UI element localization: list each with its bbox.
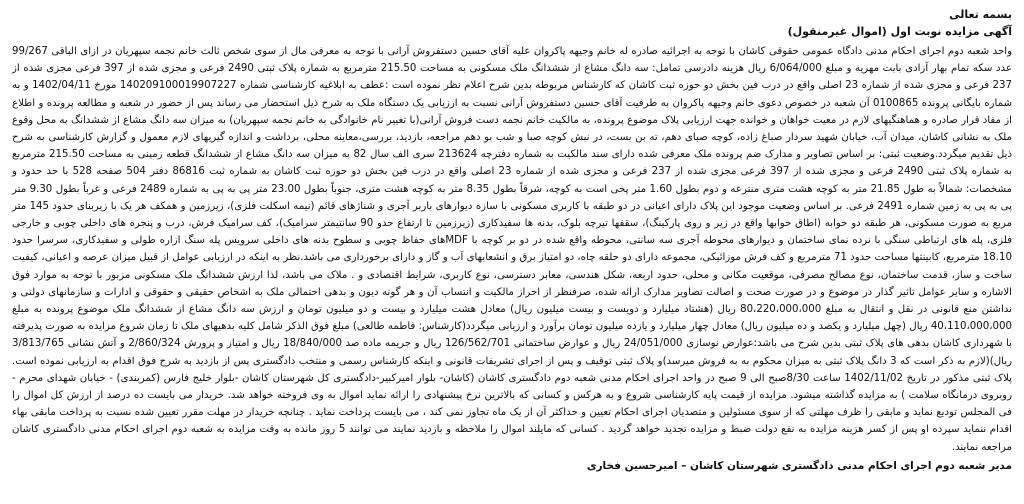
notice-signature: مدیر شعبه دوم اجرای احکام مدنی دادگستری شهرستان کاشان – امیرحسین فخاری bbox=[586, 459, 1012, 472]
basmala-heading: بسمه تعالی bbox=[949, 8, 1012, 21]
notice-body-paragraph: واحد شعبه دوم اجرای احکام مدنی دادگاه عمومی حقوقی کاشان با توجه به اجرائیه صادره له خانم وجیهه پاکروان علیه آقای حسین دستفروش آرانی با توجه به معرفی مال از سوی شخص ثالث خانم نجمه سپهریان در ازای الباقی 99/267 عدد سکه تمام بهار آزادی بابت مهریه و مبلغ 6/064/000 ریال هزینه دادرسی تمامل: سه دانگ مشاع از ششدانگ ملک مسکونی به مساحت 215.50 مترمربع به شماره پلاک ثبتی 2490 فرعی و مجزی شده از 397 فرعی مجزی شده از 237 فرعی و مجزی شده از شماره 23 اصلی واقع در درب فین بخش دو حوزه ثبت کاشان که کارشناس مربوطه بدین شرح اعلام نظر نموده است :عطف به ابلاغیه کارشناسی شماره 140209100019907227 مورخ 1402/04/11 و به شماره بایگانی پرونده 0100865 آن شعبه در خصوص دعوی خانم وجیهه پاکروان به طرفیت آقای حسین دستفروش آرانی نسبت به ارزیابی یک دستگاه ملک به شرح ذیل استحضار می رساند پس از حضور در شعبه و مطالعه پرونده و اطلاع از مفاد قرار صادره و هماهنگیهای لازم در معیت خواهان و خوانده جهت ارزیابی پلاک موضوع پرونده، به مالکیت خانم نجمه دست فروش آرانی(با تغییر نام خانوادگی به خانم نجمه سپهریان) به میزان سه دانگ مشاع از ششدانگ به محل وقوع ملک به نشانی کاشان، میدان آب، خیابان شهید سردار صباغ زاده، کوچه صبای دهم، ته بن بست، در نبش کوچه صبا و شب بو دهم مراجعه، بازدید، بررسی،معاینه محلی، برداشت و اندازه گیریهای لازم معمول و گزارش کارشناسی به شرح ذیل تقدیم میگردد.وضعیت ثبتی: بر اساس تصاویر و مدارک ضم پرونده ملک معرفی شده دارای سند مالکیت به شماره دفترچه 213624 سری الف سال 82 به میزان سه دانگ مشاع از ششدانگ قطعه زمینی به مساحت 215.50 مترمربع به شماره پلاک ثبتی 2490 فرعی و مجزی شده از 397 فرعی مجزی شده از 237 فرعی و مجزی شده از شماره 23 اصلی واقع در درب فین بخش دو حوزه ثبت کاشان به شماره ثبت 86816 دفتر 504 صفحه 528 با حد حدود و مشخصات: شمالاً به طول 21.85 متر به کوچه هشت متری منترعه و دوم بطول 1.60 متر پخی است به کوچه، شرقاً بطول 8.35 متر به کوچه هشت متری، جنوباً بطول 23.00 متر پی به پی به شماره 2489 فرعی و غرباً بطول 9.30 متر پی به پی به زمین شماره 2491 فرعی. بر اساس وضعیت موجود این پلاک دارای اعیانی در دو طبقه با کاربری مسکونی با سازه دیوارهای باربر آجری و شناژهای قائم (نیمه اسکلت فلزی)، زیرزمین و همکف هر یک با زیربنای حدود 145 متر مربع به صورت مسکونی، هر طبقه دو خوابه (اطاق خوابها واقع در زیر و روی پارکینگ)، سقفها تیرچه بلوک، بدنه ها سفیدکاری (زیرزمین تا ارتفاع حدو 90 سانتیمتر سرامیک)، کف سرامیک فرش، درب و پنجره های داخلی چوبی و خارجی فلزی، پله های ارتباطی سنگی با نرده نمای ساختمان و دیوارهای محوطه آجری سه سانتی، محوطه واقع شده در دو بر کوچه با MDFهای حفاظ چوبی و سطوح بدنه های داخلی سرویس پله سنگ ازاره طولی و سفیدکاری، سرسرا حدود 18.10 مترمربع، کابینتها مساحت حدود 71 مترمربع و کف فرش موزائیکی، مجموعه دارای دو حلقه چاه، دو امتیاز برق و انشعابهای آب و گاز و دارای برخورداری می باشد.نظر به اینکه در ارزیابی عوامل از قبیل میزان عرصه و اعیانی، کیفیت ساخت و ساز، قدمت ساختمان، نوع مصالح مصرفی، موقعیت مکانی و محلی، حدود اربعه، شکل هندسی، معابر دسترسی، نوع کاربری، شرایط اقتصادی و . ملاک می باشد، لذا ارزش ششدانگ ملک مسکونی مزبور با توجه به موارد فوق الاشاره و سایر عوامل تاثیر گذار در موضوع و در صورت صحت و اصالت تصاویر مدارک ارائه شده، صرفنظر از احراز مالکیت و انتساب آن و هر گونه دیون و بدهی احتمالی ملک به اشخاص حقیقی و حقوقی و ادارات و سازمانهای دولتی و نداشتن منع قانونی در نقل و انتقال به مبلغ 80،220،000،000 ریال (هشتاد میلیارد و دویست و بیست میلیون ریال) معادل هشت میلیارد و بیست و دو میلیون تومان و ارزش سه دانگ مشاع از ششدانگ ملک موضوع پرونده به مبلغ 40،110،000،000 ریال (چهل میلیارد و یکصد و ده میلیون ریال) معادل چهار میلیارد و یازده میلیون تومان برآورد و ارزیابی میگردد(کارشناس: فاطمه طالعی) مبلغ فوق الذکر شامل کلیه بدهیهای ملک تا زمان شروع مزایده به صورت پذیرفته با شهرداری کاشان بدهی های پلاک ثبتی بدین شرح می باشد:عوارض نوسازی 24/051/000 ریال و عوارض ساختمانی 126/562/701 ریال و جریمه ماده صد 18/840/000 ریال و امتیاز و پرورش 2/860/324 و آتش نشانی 3/813/765 ریال)(لازم به ذکر است که 3 دانگ پلاک ثبتی به میزان محکوم به به فروش میرسد)و پلاک ثبتی توقیف و پس از اجرای تشریفات قانونی و اینکه کارشناس رسمی و منتخب دادگستری پس از بازدید به شرح فوق اقدام به ارزیابی نموده است. پلاک ثبتی مذکور در تاریخ 1402/11/02 ساعت 8/30صبح الی 9 صبح در واحد اجرای احکام مدنی شعبه دوم دادگستری کاشان (کاشان- بلوار امیرکبیر-دادگستری کل شهرستان کاشان -بلوار خلیج فارس (کمربندی) - خیابان شهدای محرم - روبروی درمانگاه سلامت ) به مزایده گذاشته میشود. مزایده از قیمت پایه کارشناسی شروع و به هرکس و کسانی که بالاترین نرخ پیشنهادی را ارائه نماید اموال به وی فروخته خواهد شد. خریدار می بایست ده درصد از ارزش کل اموال را فی المجلس تودیع نماید و مابقی را ظرف مهلتی که از سوی مسئولین و متصدیان اجرای احکام تعیین و حداکثر آن از یک ماه تجاوز نمی کند ، می بایست پرداخت نماید . چنانچه خریدار در مهلت مقرر تعیین شده نسبت به پرداخت مابقی بهاء اقدام ننماید سپرده او پس از کسر هزینه مزایده به نفع دولت ضبط و مزایده تجدید خواهد گردید . کسانی که مایلند اموال را ملاحظه و بازدید نمایند می توانند 5 روز مانده به وقت مزایده به شعبه دوم اجرای احکام مدنی دادگستری کاشان مراجعه نمایند. bbox=[12, 46, 1013, 453]
notice-title: آگهی مزایده نوبت اول (اموال غیرمنقول) bbox=[787, 25, 1012, 38]
